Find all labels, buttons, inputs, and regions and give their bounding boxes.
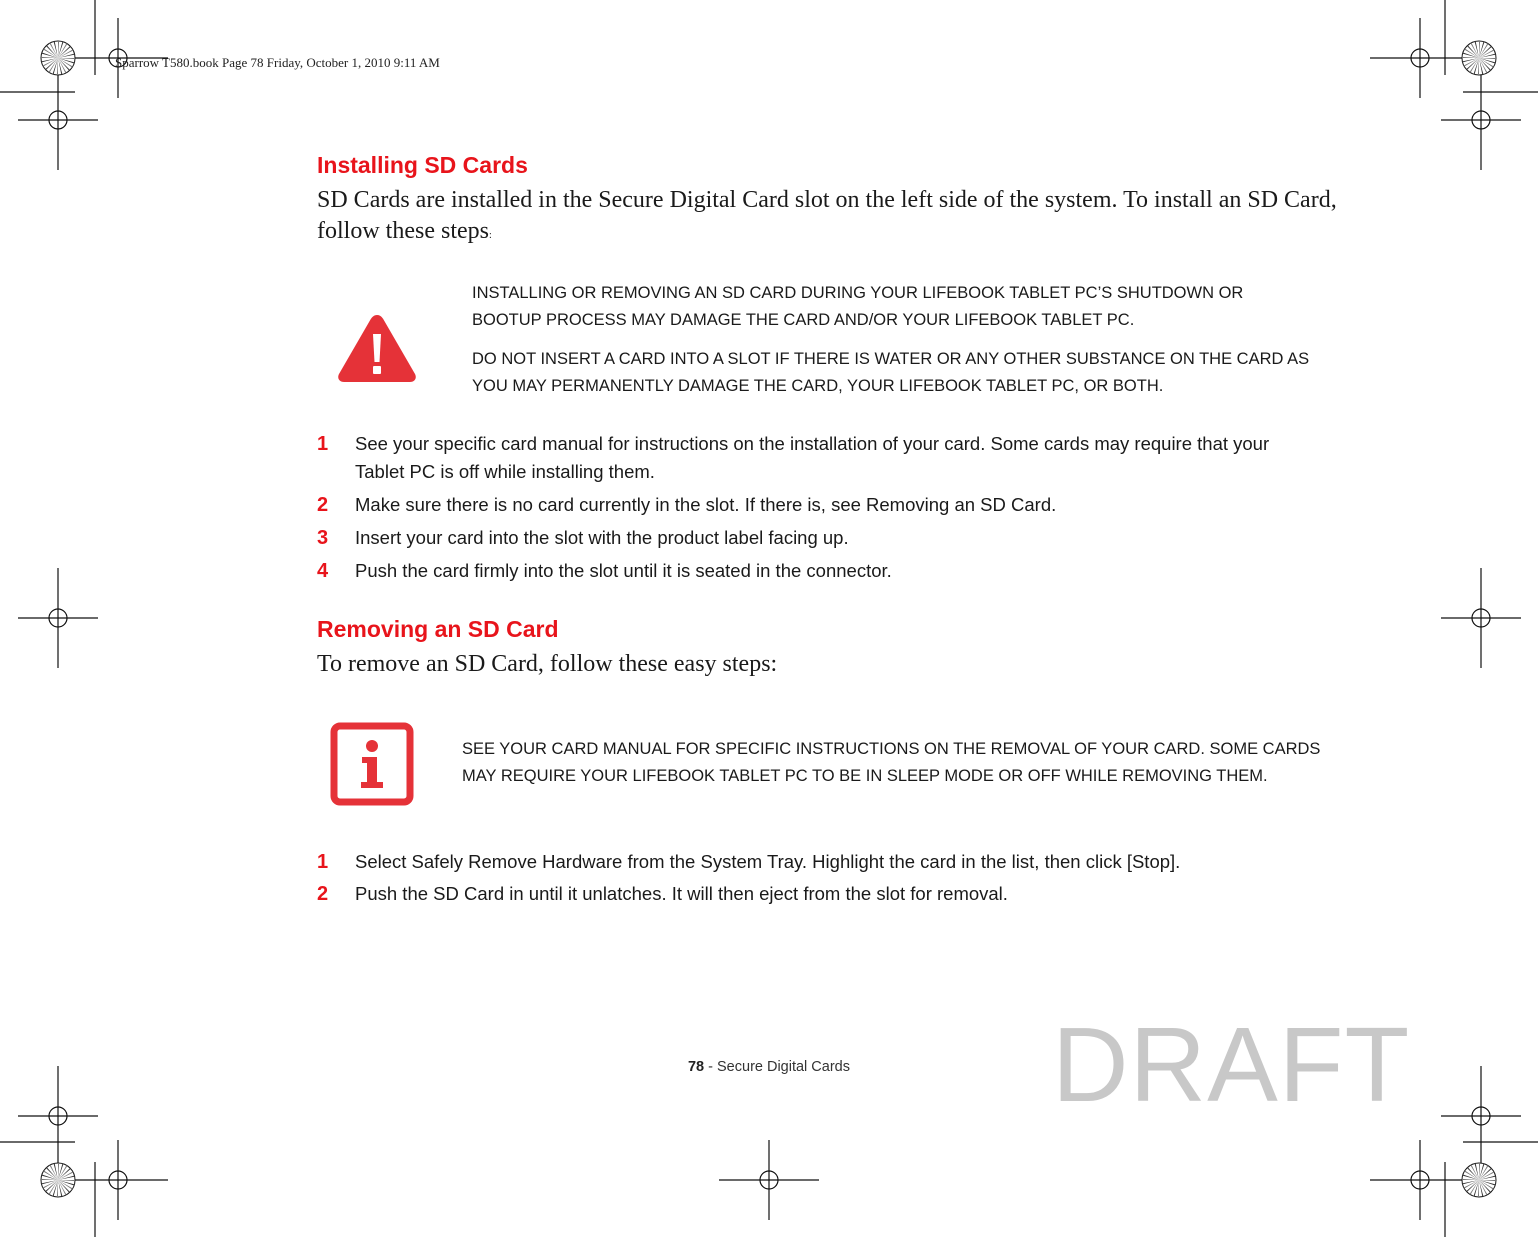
- page-footer: 78 - Secure Digital Cards: [687, 1059, 850, 1075]
- installing-intro-line1: SD Cards are installed in the Secure Digital Card slot on the left side of the system. To install an SD Card,: [317, 187, 1337, 213]
- book-info-header: Sparrow T580.book Page 78 Friday, October 1, 2010 9:11 AM: [115, 55, 440, 70]
- info-icon: [330, 722, 414, 806]
- installing-intro: [317, 185, 1377, 251]
- section-title-installing: Installing SD Cards: [317, 152, 528, 178]
- installing-steps: [317, 430, 1377, 585]
- registration-mark: [1370, 1140, 1470, 1220]
- section-title-removing: Removing an SD Card: [317, 616, 559, 642]
- registration-mark: [1370, 18, 1470, 98]
- warning-icon: [336, 312, 418, 384]
- registration-mark: [1441, 1066, 1521, 1166]
- removing-steps: [317, 848, 1377, 908]
- caution-para1-line2: BOOTUP PROCESS MAY DAMAGE THE CARD AND/OR YOUR LIFEBOOK TABLET PC.: [472, 311, 1135, 329]
- caution-para2-line2: YOU MAY PERMANENTLY DAMAGE THE CARD, YOUR LIFEBOOK TABLET PC, OR BOTH.: [472, 377, 1164, 395]
- footer-section-name: Secure Digital Cards: [717, 1059, 850, 1075]
- registration-mark: [18, 1066, 98, 1166]
- list-item: 1 Select Safely Remove Hardware from the System Tray. Highlight the card in the list, then click [Stop].: [317, 851, 1181, 873]
- draft-watermark: DRAFT: [1052, 1006, 1411, 1124]
- page-number: 78: [687, 1059, 705, 1075]
- info-note-line2: MAY REQUIRE YOUR LIFEBOOK TABLET PC TO BE IN SLEEP MODE OR OFF WHILE REMOVING THEM.: [462, 767, 1268, 785]
- installing-intro-line2: follow these steps:: [317, 218, 492, 244]
- list-item: 2 Make sure there is no card currently in the slot. If there is, see Removing an SD Card.: [317, 494, 1057, 516]
- list-item: 3 Insert your card into the slot with the product label facing up.: [317, 527, 849, 549]
- registration-mark: [18, 568, 98, 668]
- starburst-target: [41, 1163, 75, 1197]
- registration-mark: [1441, 70, 1521, 170]
- caution-para2-line1: DO NOT INSERT A CARD INTO A SLOT IF THERE IS WATER OR ANY OTHER SUBSTANCE ON THE CARD AS: [472, 350, 1310, 368]
- starburst-target: [1462, 41, 1496, 75]
- registration-mark: [18, 70, 98, 170]
- starburst-target: [1462, 1163, 1496, 1197]
- info-note: [462, 736, 1372, 790]
- list-item: 2 Push the SD Card in until it unlatches. It will then eject from the slot for removal.: [317, 883, 1008, 905]
- info-note-line1: SEE YOUR CARD MANUAL FOR SPECIFIC INSTRUCTIONS ON THE REMOVAL OF YOUR CARD. SOME CARDS: [462, 740, 1321, 758]
- list-item: 1 See your specific card manual for instructions on the installation of your card. Some cards may require that your Tablet PC is off while installing them.: [317, 433, 1270, 482]
- registration-mark: [719, 1140, 819, 1220]
- registration-mark: [68, 1140, 168, 1220]
- starburst-target: [41, 41, 75, 75]
- removing-intro: To remove an SD Card, follow these easy steps:: [317, 651, 778, 677]
- caution-note: [472, 280, 1372, 400]
- list-item: 4 Push the card firmly into the slot until it is seated in the connector.: [317, 560, 892, 582]
- caution-para1-line1: INSTALLING OR REMOVING AN SD CARD DURING YOUR LIFEBOOK TABLET PC’S SHUTDOWN OR: [472, 284, 1244, 302]
- registration-mark: [1441, 568, 1521, 668]
